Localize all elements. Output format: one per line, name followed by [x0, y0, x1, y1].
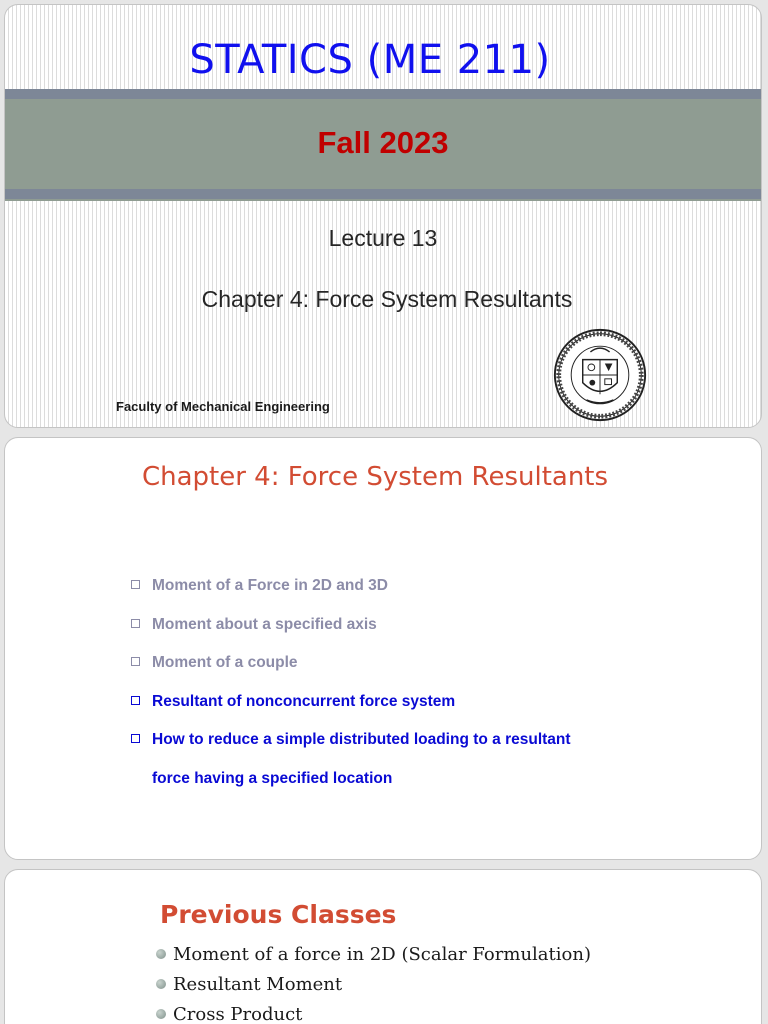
previous-classes-slide [4, 869, 762, 1024]
checkbox-icon [131, 619, 140, 628]
topic-label: Moment of a couple [152, 654, 298, 671]
list-item [131, 730, 571, 750]
topic-label: Resultant of nonconcurrent force system [152, 692, 456, 710]
topic-label: Moment of a Force in 2D and 3D [152, 577, 388, 594]
topic-label: Moment about a specified axis [152, 615, 377, 633]
previous-classes-title: Previous Classes [160, 900, 397, 929]
outline-slide [4, 437, 762, 860]
title-slide [4, 4, 762, 428]
checkbox-icon [131, 657, 140, 666]
list-item [156, 970, 591, 1000]
lecture-number: Lecture 13 [328, 225, 438, 251]
previous-classes-list [156, 940, 591, 1024]
checkbox-icon [131, 580, 140, 589]
chapter-title: Chapter 4: Force System Resultants [201, 286, 573, 312]
faculty-label: Faculty of Mechanical Engineering [116, 399, 330, 414]
band-bottom-stripe [5, 189, 762, 199]
list-item [156, 1000, 591, 1024]
band-top-stripe [5, 89, 762, 99]
bullet-dot-icon [156, 949, 166, 959]
course-title: STATICS (ME 211) [189, 37, 551, 83]
outline-title: Chapter 4: Force System Resultants [141, 462, 609, 492]
list-item [131, 692, 571, 712]
topic-list [131, 576, 571, 789]
university-seal-icon [552, 327, 648, 423]
previous-class-label: Resultant Moment [173, 974, 343, 995]
list-item-continuation: force having a specified location [152, 769, 393, 787]
list-item [131, 576, 571, 596]
bullet-dot-icon [156, 979, 166, 989]
previous-class-label: Moment of a force in 2D (Scalar Formulation) [173, 944, 591, 965]
list-item [131, 653, 571, 673]
bullet-dot-icon [156, 1009, 166, 1019]
previous-class-label: Cross Product [173, 1004, 303, 1024]
semester-label: Fall 2023 [317, 125, 449, 160]
checkbox-icon [131, 734, 140, 743]
checkbox-icon [131, 696, 140, 705]
list-item [131, 615, 571, 635]
list-item [156, 940, 591, 970]
topic-label: How to reduce a simple distributed loading to a resultant [152, 731, 571, 748]
